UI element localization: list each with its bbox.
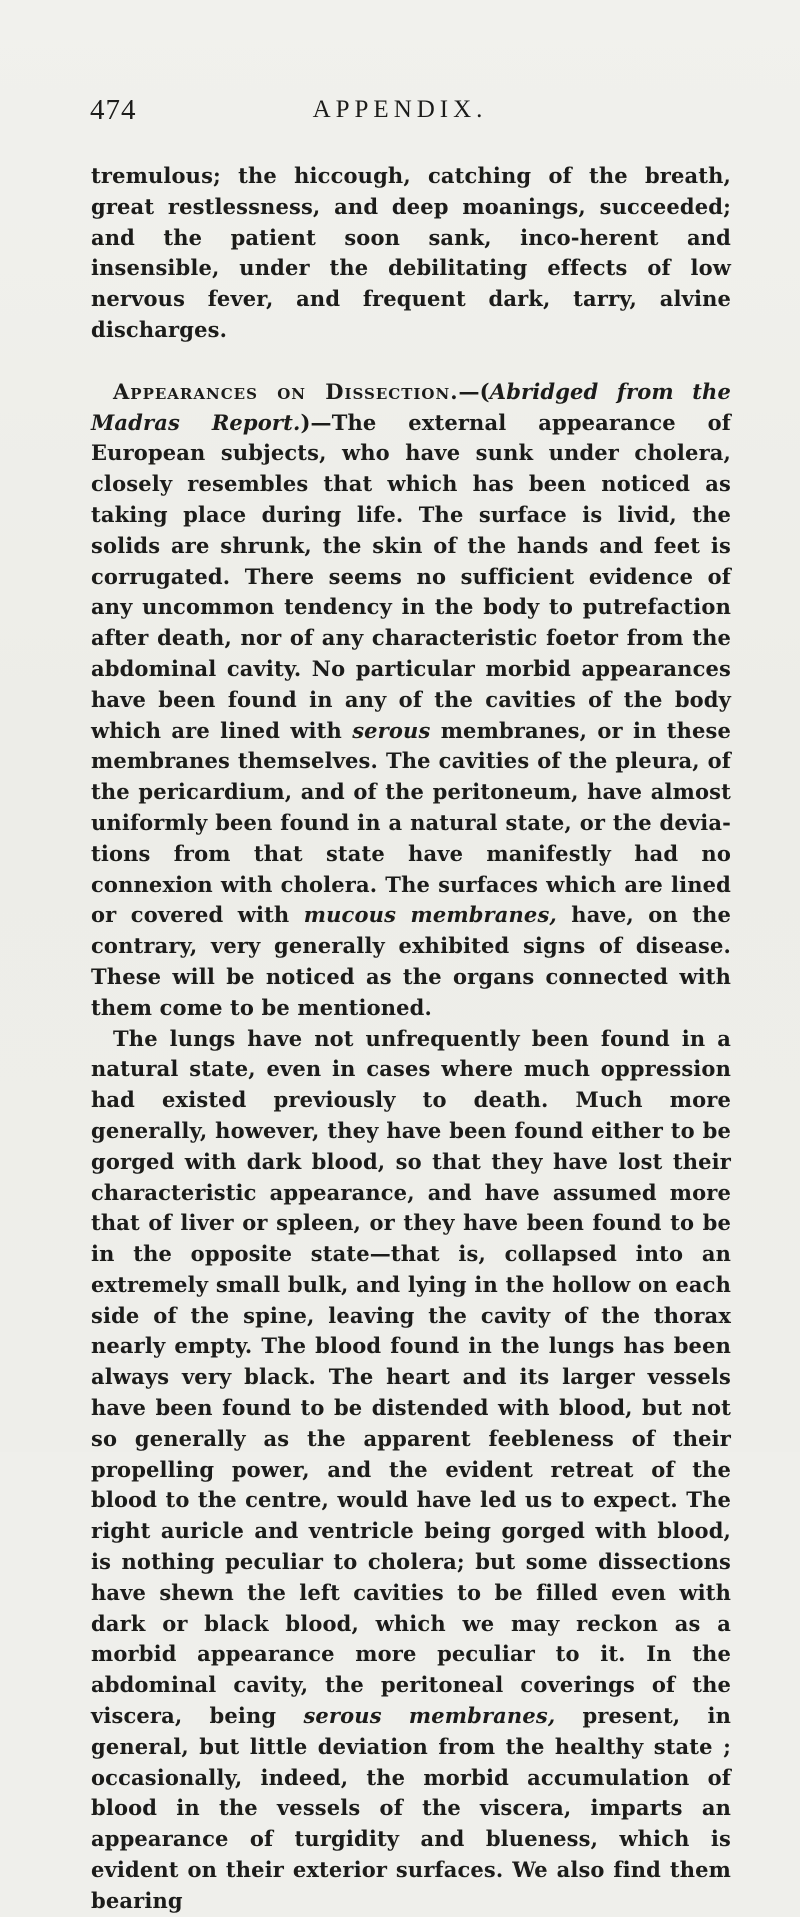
emphasis-serous-membranes: serous membranes, bbox=[303, 1703, 556, 1729]
paragraph-text: The lungs have not unfrequently been found in a natural state, even in cases where much oppression had existed previously to death. Much more generally, however, they have been found either to be gorged with dark blood, so that they have lost their characteristic appearance, and have assumed more that of liver or spleen, or they have been found to be in the opposite state—that is, collapsed into an extremely small bulk, and lying in the hollow on each side of the spine, leaving the cavity of the thorax nearly empty. The blood found in the lungs has been always very black. The heart and its larger vessels have been found to be distended with blood, but not so generally as the apparent feebleness of their propelling power, and the evident retreat of the blood to the centre, would have led us to expect. The right auricle and ventricle being gorged with blood, is nothing peculiar to cholera; but some dissections have shewn the left cavities to be filled even with dark or black blood, which we may reckon as a morbid appearance more peculiar to it. In the abdominal cavity, the peritoneal coverings of the viscera, being bbox=[91, 1025, 731, 1729]
citation-close: ) bbox=[300, 409, 311, 435]
paragraph-text: —The external appearance of European subjects, who have sunk under cholera, closely resembles that which has been noticed as taking place during life. The surface is livid, the solids are shrunk, the skin of the hands and feet is corrugated. There seems no sufficient evidence of any uncommon tendency in the body to putrefaction after death, nor of any characteristic foetor from the abdominal cavity. No particular morbid appearances have been found in any of the cavities of the body which are lined with bbox=[91, 409, 731, 743]
emphasis-mucous: mucous membranes, bbox=[303, 902, 557, 928]
source-citation: Abridged from the Madras Report. bbox=[91, 378, 731, 435]
emphasis-serous: serous bbox=[352, 717, 431, 743]
paragraph-dissection bbox=[91, 377, 731, 1024]
section-heading: Appearances on Dissection. bbox=[113, 378, 459, 404]
paragraph-continuation: tremulous; the hiccough, catching of the breath, great restlessness, and deep moanings, succeeded; and the patient soon sank, inco-herent and insensible, under the debilitating effects of low nervous fever, and frequent dark, tarry, alvine discharges. bbox=[91, 163, 731, 342]
page-number: 474 bbox=[90, 94, 137, 126]
body-text bbox=[91, 161, 731, 1917]
paragraph-text: membranes, or in these membranes themselves. The cavities of the pleura, of the pericardium, and of the peritoneum, have almost uniformly been found in a natural state, or the devia-tions from that state have manifestly had no connexion with cholera. The surfaces which are lined or covered with bbox=[91, 717, 731, 928]
paragraph-lungs bbox=[91, 1024, 731, 1917]
paragraph-text: present, in general, but little deviation from the healthy state ; occasionally, indeed, the morbid accumulation of blood in the vessels of the viscera, imparts an appearance of turgidity and blueness, which is evident on their exterior surfaces. We also find them bearing bbox=[91, 1703, 731, 1913]
running-title: APPENDIX. bbox=[312, 96, 488, 123]
heading-dash: —( bbox=[458, 378, 490, 404]
paragraph-text: have, on the contrary, very generally exhibited signs of disease. These will be noticed as the organs connected with them come to be mentioned. bbox=[91, 902, 731, 1020]
running-head bbox=[90, 94, 710, 134]
